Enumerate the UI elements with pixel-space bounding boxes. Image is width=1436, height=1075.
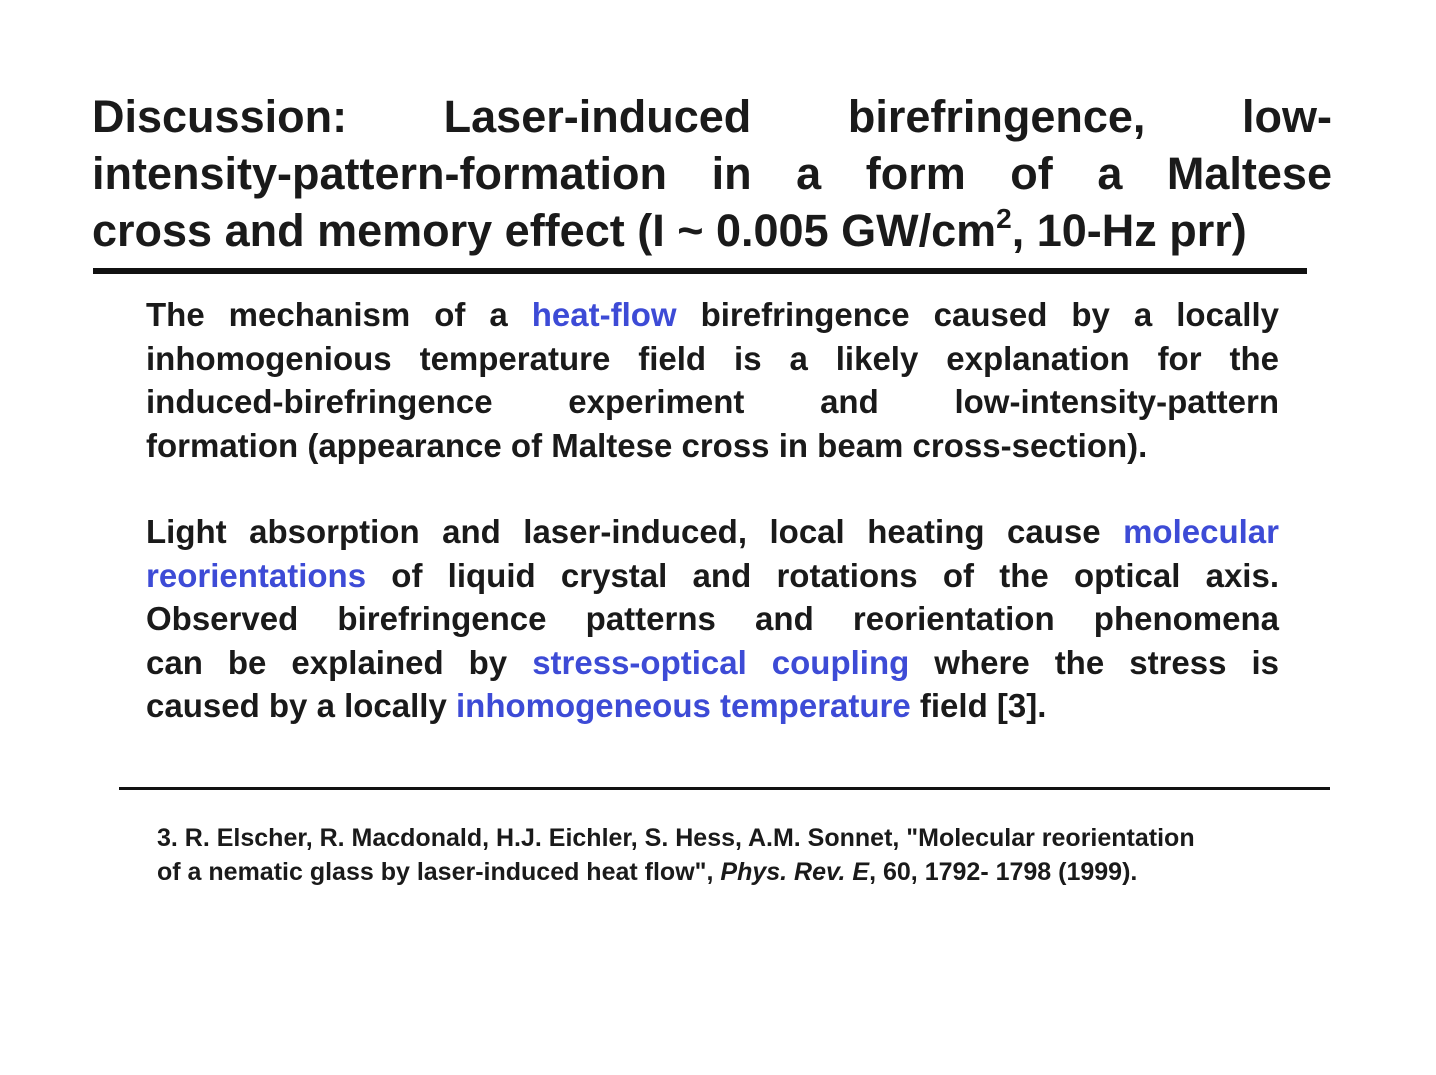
title-line-3 xyxy=(92,202,1332,259)
title-line-3-text: cross and memory effect (I ~ 0.005 GW/cm xyxy=(92,205,997,256)
text-segment: Light absorption and laser-induced, local heating cause xyxy=(146,513,1124,550)
title-line-1: Discussion: Laser-induced birefringence, low- xyxy=(92,91,1332,142)
text-segment: of a nematic glass by laser-induced heat flow", xyxy=(157,858,721,886)
text-segment: of liquid crystal and rotations of the optical axis. xyxy=(366,556,1279,594)
paragraph-1-line-4: formation (appearance of Maltese cross in beam cross-section). xyxy=(146,426,1148,464)
slide-body xyxy=(146,293,1279,728)
highlight-heat-flow: heat-flow xyxy=(531,296,677,333)
highlight-molecular: molecular xyxy=(1123,513,1279,550)
title-line-2: intensity-pattern-formation in a form of a Maltese xyxy=(92,148,1332,199)
paragraph-2-line-5 xyxy=(146,684,1279,728)
text-segment: field [3]. xyxy=(910,687,1047,724)
paragraph-2-line-2 xyxy=(146,554,1279,598)
text-segment: where the stress is xyxy=(909,643,1279,681)
paragraph-2-line-4 xyxy=(146,641,1279,685)
paragraph-2-line-3: Observed birefringence patterns and reorientation phenomena xyxy=(146,600,1279,637)
reference-line-2 xyxy=(157,855,1327,889)
reference-divider xyxy=(119,787,1330,790)
paragraph-1-line-3: induced-birefringence experiment and low-intensity-pattern xyxy=(146,383,1279,420)
text-segment: caused by a locally xyxy=(146,687,456,724)
paragraph-1-line-2: inhomogenious temperature field is a likely explanation for the xyxy=(146,339,1279,377)
paragraph-1 xyxy=(146,293,1279,467)
highlight-inhomogeneous-temperature: inhomogeneous temperature xyxy=(456,687,911,724)
reference-line-1: 3. R. Elscher, R. Macdonald, H.J. Eichler, S. Hess, A.M. Sonnet, "Molecular reorientation xyxy=(157,824,1195,852)
title-divider xyxy=(93,268,1307,274)
text-segment: can be explained by xyxy=(146,643,533,681)
text-segment: , 60, 1792- 1798 (1999). xyxy=(869,858,1138,886)
text-segment: The mechanism of a xyxy=(146,296,532,333)
slide-title xyxy=(92,88,1332,259)
paragraph-1-line-1 xyxy=(146,293,1279,337)
text-segment: birefringence caused by a locally xyxy=(676,296,1279,333)
superscript-2: 2 xyxy=(996,203,1012,234)
highlight-stress-optical-coupling: stress-optical coupling xyxy=(532,643,910,681)
paragraph-2 xyxy=(146,510,1279,728)
paragraph-2-line-1 xyxy=(146,510,1279,554)
journal-name: Phys. Rev. E xyxy=(720,858,870,886)
reference xyxy=(157,821,1327,889)
highlight-reorientations: reorientations xyxy=(146,556,367,594)
title-line-3-tail: , 10-Hz prr) xyxy=(1011,205,1247,256)
